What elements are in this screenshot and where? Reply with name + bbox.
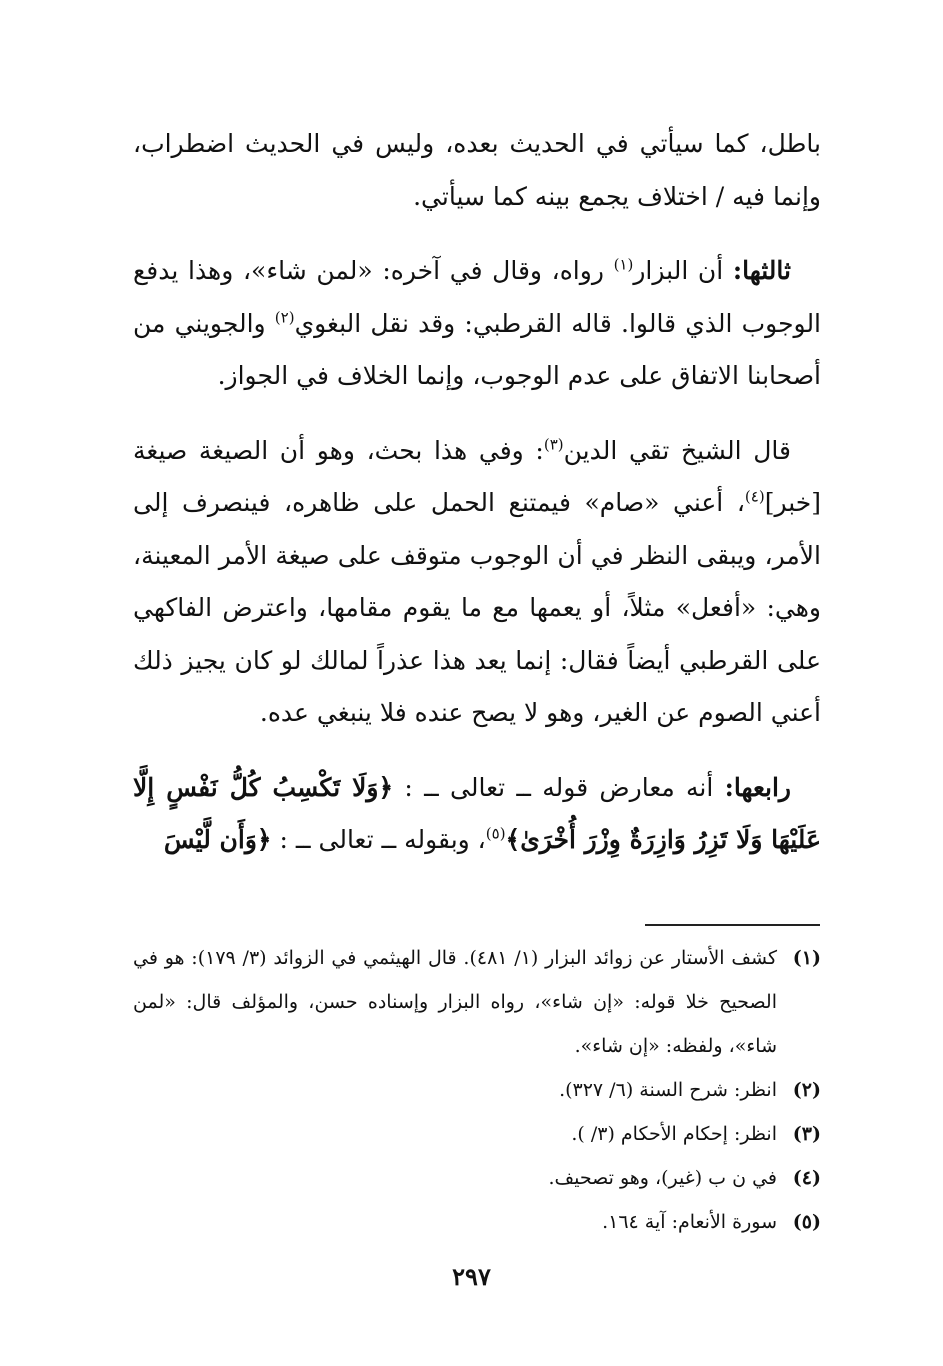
footnote-5 [133, 1200, 821, 1244]
main-text-block [133, 118, 821, 889]
footnote-text: انظر: إحكام الأحكام (٣/ ). [571, 1123, 777, 1145]
paragraph-1 [133, 118, 821, 223]
footnote-3 [133, 1112, 821, 1156]
footnote-4 [133, 1156, 821, 1200]
footnote-text: سورة الأنعام: آية ١٦٤. [602, 1211, 777, 1233]
paragraph-2-text-c: والجويني من أصحابنا الاتفاق على عدم الوجوب، وإنما الخلاف في الجواز. [133, 308, 821, 390]
paragraph-3-text-b: : وفي هذا بحث، وهو أن الصيغة صيغة [خبر] [133, 435, 821, 517]
footnote-number: (٤) [792, 1167, 821, 1189]
footnote-ref-1[interactable]: (١) [613, 255, 634, 274]
footnote-ref-3[interactable]: (٣) [543, 435, 564, 454]
quran-verse-2: ﴿وَأَن لَّيْسَ [163, 825, 272, 854]
paragraph-2-text-b: رواه، وقال في آخره: «لمن شاء»، وهذا يدفع الوجوب الذي قالوا. قاله القرطبي: وقد نقل البغوي [133, 256, 822, 338]
paragraph-3 [133, 425, 821, 740]
paragraph-4-text-b: ، وبقوله ــ تعالى ــ : [271, 825, 486, 854]
paragraph-1-text: باطل، كما سيأتي في الحديث بعده، وليس في الحديث اضطراب، وإنما فيه / اختلاف يجمع بينه كما سيأتي. [133, 129, 822, 211]
footnote-ref-2[interactable]: (٢) [274, 308, 295, 327]
footnote-text: انظر: شرح السنة (٦/ ٣٢٧). [559, 1079, 777, 1101]
footnote-separator [645, 924, 820, 926]
footnote-ref-4[interactable]: (٤) [744, 487, 765, 506]
paragraph-2 [133, 245, 821, 403]
footnote-number: (٥) [792, 1211, 821, 1233]
paragraph-2-text-a: أن البزار [633, 256, 733, 285]
page-number: ٢٩٧ [452, 1262, 491, 1291]
quran-verse-1: ﴿وَلَا تَكْسِبُ كُلُّ نَفْسٍ إِلَّا عَلَيْهَا وَلَا تَزِرُ وَازِرَةٌ وِزْرَ أُخْرَىٰ﴾ [133, 772, 821, 854]
paragraph-4 [133, 762, 821, 867]
footnote-number: (٢) [792, 1079, 821, 1101]
footnote-text: في ن ب (غير)، وهو تصحيف. [548, 1167, 777, 1189]
footnote-1 [133, 936, 821, 1068]
footnote-ref-5[interactable]: (٥) [485, 824, 506, 843]
footnote-2 [133, 1068, 821, 1112]
footnote-number: (٣) [792, 1123, 821, 1145]
footnotes-block [133, 936, 821, 1244]
footnote-text: كشف الأستار عن زوائد البزار (١/ ٤٨١). قال الهيثمي في الزوائد (٣/ ١٧٩): هو في الصحيح خلا قوله: «إن شاء»، رواه البزار وإسناده حسن، والمؤلف قال: «لمن شاء»، ولفظه: «إن شاء». [133, 947, 778, 1057]
paragraph-4-lead: رابعها: [724, 772, 791, 802]
paragraph-3-text-a: قال الشيخ تقي الدين [563, 435, 791, 465]
footnote-number: (١) [792, 947, 821, 969]
paragraph-3-text-c: ، أعني «صام» فيمتنع الحمل على ظاهره، فينصرف إلى الأمر، ويبقى النظر في أن الوجوب متوقف على صيغة الأمر المعينة، وهي: «أفعل» مثلاً، أو يعمها مع ما يقوم مقامها، واعترض الفاكهي على القرطبي أيضاً فقال: إنما يعد هذا عذراً لمالك لو كان يجيز ذلك أعني الصوم عن الغير، وهو لا يصح عنده فلا ينبغي عده. [133, 488, 821, 727]
paragraph-4-text-a: أنه معارض قوله ــ تعالى ــ : [393, 772, 725, 802]
paragraph-2-lead: ثالثها: [732, 256, 791, 285]
